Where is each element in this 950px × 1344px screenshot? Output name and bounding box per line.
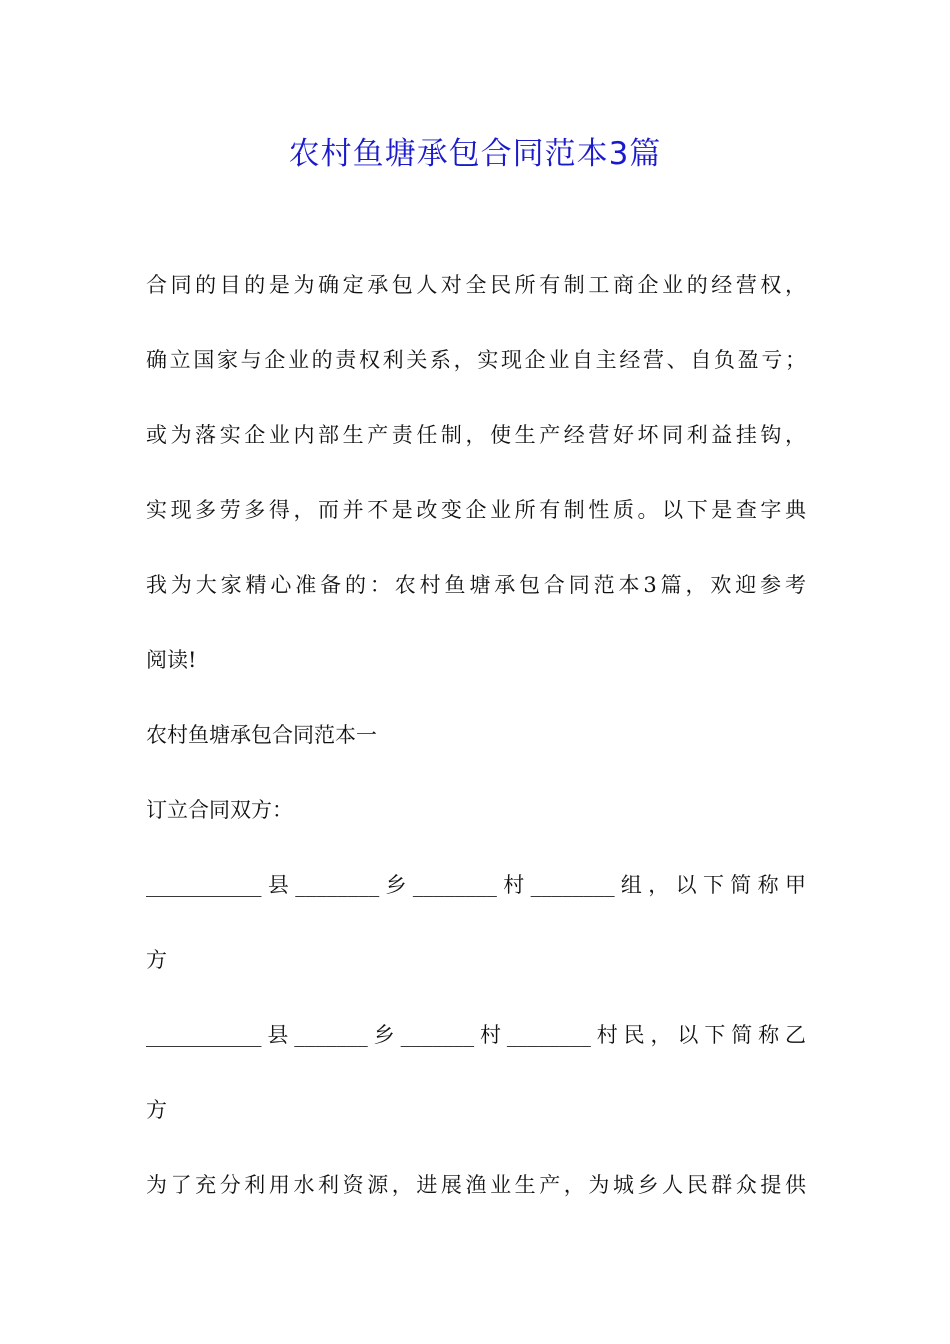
party-a-line: ___________县________乡________村________组，以下简称甲 — [146, 873, 806, 897]
document-title: 农村鱼塘承包合同范本3篇 — [288, 136, 662, 172]
party-a-continuation: 方 — [146, 948, 167, 972]
intro-line-6: 阅读! — [146, 648, 197, 672]
intro-line-3: 或为落实企业内部生产责任制，使生产经营好坏同利益挂钩， — [146, 423, 806, 447]
purpose-line: 为了充分利用水利资源，进展渔业生产，为城乡人民群众提供 — [146, 1173, 806, 1197]
party-b-continuation: 方 — [146, 1098, 167, 1122]
party-b-line: ___________县_______乡_______村________村民，以下简称乙 — [146, 1023, 806, 1047]
intro-line-1: 合同的目的是为确定承包人对全民所有制工商企业的经营权， — [146, 273, 806, 297]
intro-line-4: 实现多劳多得，而并不是改变企业所有制性质。以下是查字典 — [146, 498, 806, 522]
parties-label: 订立合同双方： — [146, 798, 293, 822]
intro-line-5: 我为大家精心准备的：农村鱼塘承包合同范本3篇，欢迎参考 — [146, 573, 806, 597]
section-heading: 农村鱼塘承包合同范本一 — [146, 723, 377, 747]
intro-line-2: 确立国家与企业的责权利关系，实现企业自主经营、自负盈亏； — [146, 348, 806, 372]
